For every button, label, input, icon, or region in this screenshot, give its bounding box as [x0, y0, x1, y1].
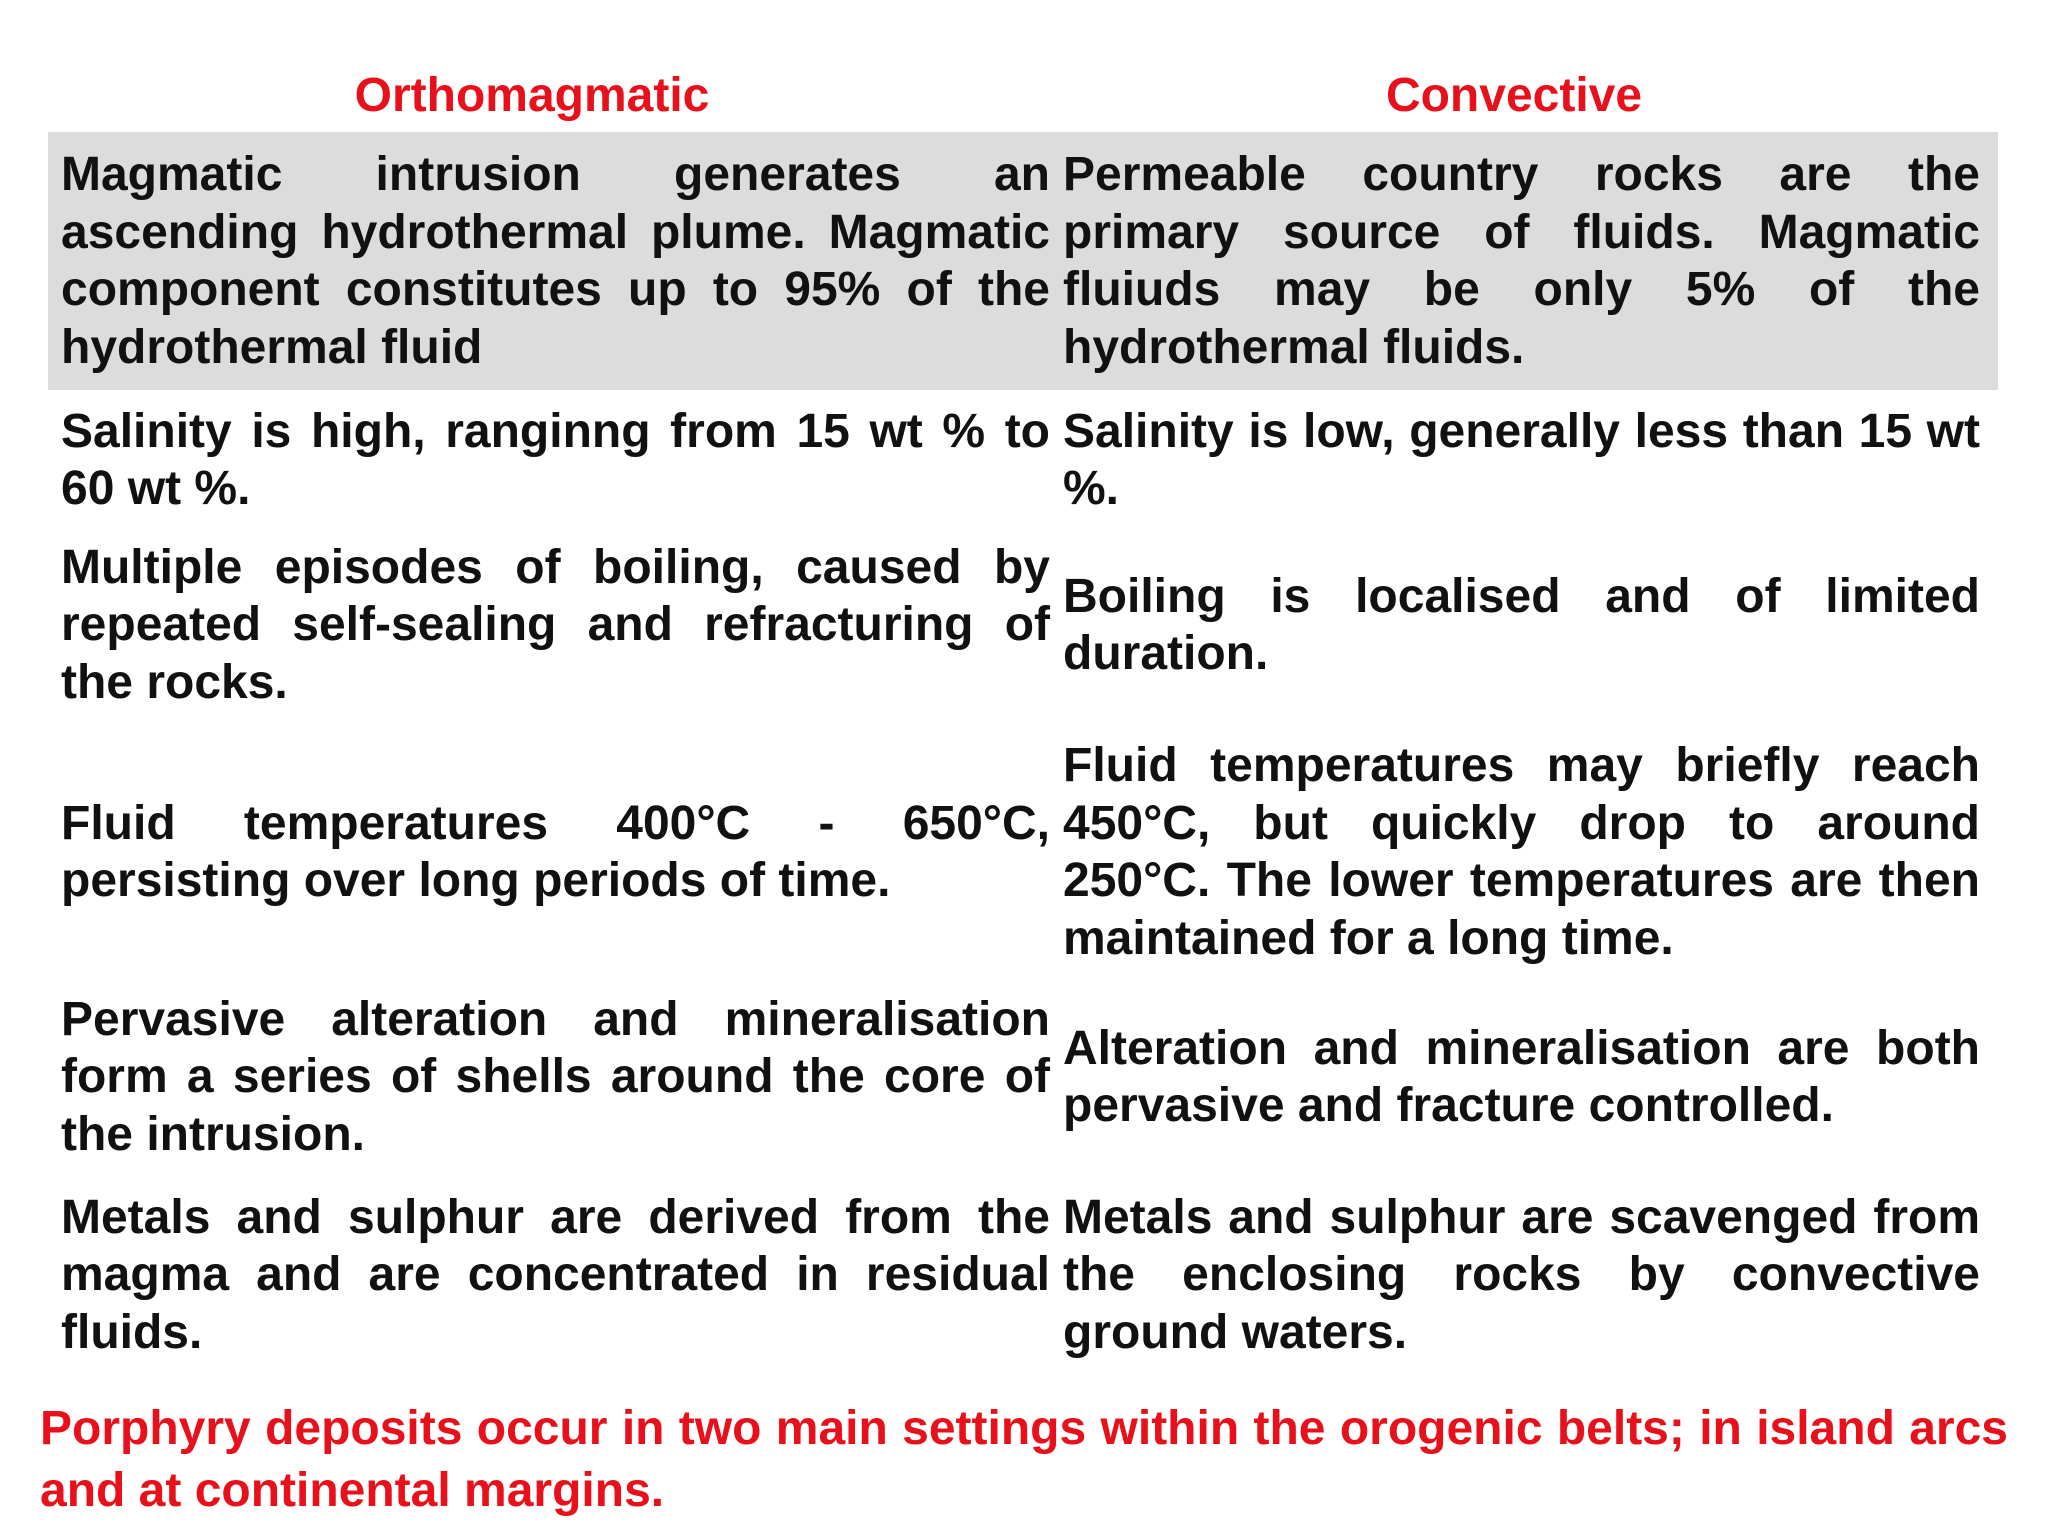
- orthomagmatic-cell: Multiple episodes of boiling, caused by repeated self-sealing and refracturing of the rocks.: [61, 540, 1050, 709]
- orthomagmatic-cell: Pervasive alteration and mineralisation form a series of shells around the core of the intrusion.: [61, 992, 1050, 1161]
- convective-cell: Salinity is low, generally less than 15 wt %.: [1063, 404, 1980, 515]
- table-row: [48, 1185, 1998, 1365]
- convective-cell: Boiling is localised and of limited duration.: [1063, 569, 1980, 680]
- column-header-convective: Convective: [1385, 69, 1643, 122]
- table-row: [48, 987, 1998, 1167]
- orthomagmatic-cell: Salinity is high, ranginng from 15 wt % to 60 wt %.: [61, 404, 1050, 515]
- table-row: [48, 535, 1998, 715]
- convective-cell: Alteration and mineralisation are both pervasive and fracture controlled.: [1063, 1021, 1980, 1132]
- convective-cell: Metals and sulphur are scavenged from the enclosing rocks by convective ground waters.: [1063, 1190, 1980, 1359]
- summary-note: Porphyry deposits occur in two main settings within the orogenic belts; in island arcs and at continental margins.: [40, 1402, 2008, 1517]
- convective-cell: Fluid temperatures may briefly reach 450°C, but quickly drop to around 250°C. The lower temperatures are then maintained for a long time.: [1063, 739, 1980, 965]
- column-header-orthomagmatic: Orthomagmatic: [354, 69, 710, 122]
- table-row: [48, 399, 1998, 521]
- orthomagmatic-cell: Magmatic intrusion generates an ascending hydrothermal plume. Magmatic component constitutes up to 95% of the hydrothermal fluid: [61, 148, 1050, 374]
- orthomagmatic-cell: Metals and sulphur are derived from the magma and are concentrated in residual fluids.: [61, 1190, 1050, 1359]
- convective-cell: Permeable country rocks are the primary source of fluids. Magmatic fluiuds may be only 5% of the hydrothermal fluids.: [1063, 148, 1980, 374]
- table-row: [48, 733, 1998, 971]
- orthomagmatic-cell: Fluid temperatures 400°C - 650°C, persisting over long periods of time.: [61, 796, 1050, 907]
- table-row: [48, 132, 1998, 390]
